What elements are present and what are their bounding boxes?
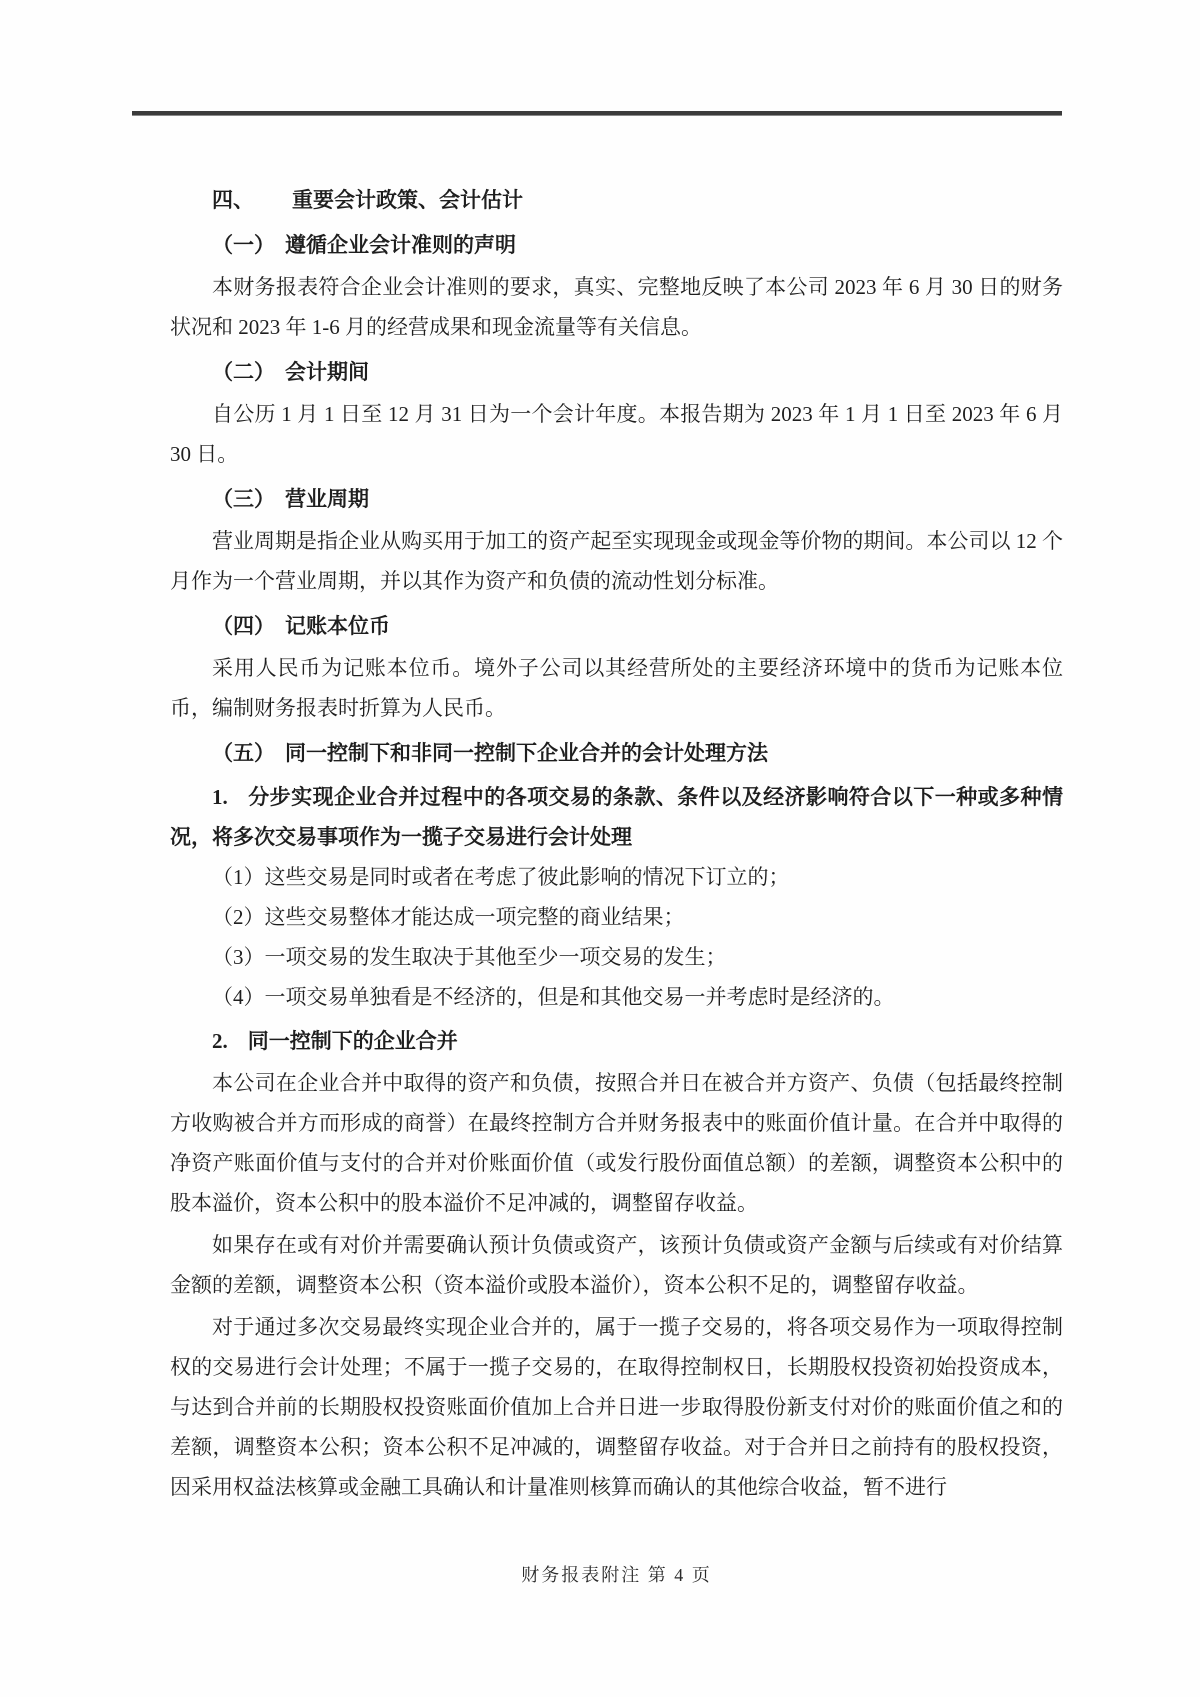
page-footer: 财务报表附注 第 4 页 — [521, 1565, 712, 1585]
section-heading-1 — [170, 225, 1063, 265]
section-number: （五） — [212, 741, 275, 765]
paragraph: 对于通过多次交易最终实现企业合并的，属于一揽子交易的，将各项交易作为一项取得控制权的交易进行会计处理；不属于一揽子交易的，在取得控制权日，长期股权投资初始投资成本，与达到合并前的长期股权投资账面价值加上合并日进一步取得股份新支付对价的账面价值之和的差额，调整资本公积；资本公积不足冲减的，调整留存收益。对于合并日之前持有的股权投资，因采用权益法核算或金融工具确认和计量准则核算而确认的其他综合收益，暂不进行 — [170, 1315, 1063, 1499]
numbered-subheading-1 — [170, 777, 1063, 857]
section-title: 遵循企业会计准则的声明 — [285, 233, 516, 257]
subheading-text: 分步实现企业合并过程中的各项交易的条款、条件以及经济影响符合以下一种或多种情况，将多次交易事项作为一揽子交易进行会计处理 — [170, 785, 1063, 849]
paragraph: 如果存在或有对价并需要确认预计负债或资产，该预计负债或资产金额与后续或有对价结算金额的差额，调整资本公积（资本溢价或股本溢价），资本公积不足的，调整留存收益。 — [170, 1233, 1063, 1297]
paragraph: 自公历 1 月 1 日至 12 月 31 日为一个会计年度。本报告期为 2023 年 1 月 1 日至 2023 年 6 月 30 日。 — [170, 402, 1063, 466]
section-heading-4 — [170, 606, 1063, 646]
list-item: （3）一项交易的发生取决于其他至少一项交易的发生； — [212, 945, 727, 969]
section-heading-2 — [170, 352, 1063, 392]
paragraph: 本财务报表符合企业会计准则的要求，真实、完整地反映了本公司 2023 年 6 月 30 日的财务状况和 2023 年 1-6 月的经营成果和现金流量等有关信息。 — [170, 275, 1063, 339]
header-divider — [132, 111, 1062, 116]
subheading-number: 1. — [212, 785, 228, 809]
chapter-heading — [170, 180, 1063, 220]
section-number: （二） — [212, 360, 275, 384]
chapter-number: 四、 — [212, 188, 254, 212]
section-heading-3 — [170, 479, 1063, 519]
paragraph: 营业周期是指企业从购买用于加工的资产起至实现现金或现金等价物的期间。本公司以 12 个月作为一个营业周期，并以其作为资产和负债的流动性划分标准。 — [170, 529, 1063, 593]
paragraph: 本公司在企业合并中取得的资产和负债，按照合并日在被合并方资产、负债（包括最终控制方收购被合并方而形成的商誉）在最终控制方合并财务报表中的账面价值计量。在合并中取得的净资产账面价值与支付的合并对价账面价值（或发行股份面值总额）的差额，调整资本公积中的股本溢价，资本公积中的股本溢价不足冲减的，调整留存收益。 — [170, 1071, 1063, 1215]
list-item: （4）一项交易单独看是不经济的，但是和其他交易一并考虑时是经济的。 — [212, 985, 895, 1009]
subheading-text: 同一控制下的企业合并 — [247, 1029, 458, 1053]
paragraph: 采用人民币为记账本位币。境外子公司以其经营所处的主要经济环境中的货币为记账本位币，编制财务报表时折算为人民币。 — [170, 656, 1063, 720]
list-item: （1）这些交易是同时或者在考虑了彼此影响的情况下订立的； — [212, 865, 790, 889]
section-title: 同一控制下和非同一控制下企业合并的会计处理方法 — [285, 741, 768, 765]
section-heading-5 — [170, 733, 1063, 773]
section-title: 会计期间 — [285, 360, 369, 384]
list-item: （2）这些交易整体才能达成一项完整的商业结果； — [212, 905, 685, 929]
chapter-title: 重要会计政策、会计估计 — [292, 188, 523, 212]
section-title: 记账本位币 — [285, 614, 390, 638]
section-number: （一） — [212, 233, 275, 257]
section-title: 营业周期 — [285, 487, 369, 511]
subheading-number: 2. — [212, 1029, 228, 1053]
section-number: （三） — [212, 487, 275, 511]
numbered-subheading-2 — [170, 1021, 1063, 1061]
section-number: （四） — [212, 614, 275, 638]
document-body — [170, 178, 1063, 1507]
